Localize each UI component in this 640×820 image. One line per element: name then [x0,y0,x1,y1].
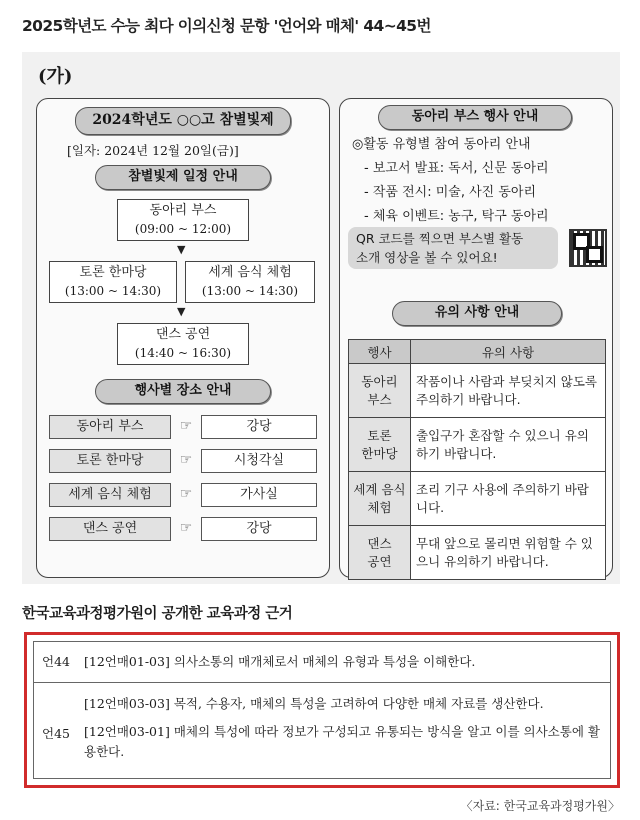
curriculum-box [24,632,620,788]
schedule-dance [117,323,249,365]
place-location: 가사실 [201,483,317,507]
table-row [349,418,606,472]
source-credit: 〈자료: 한국교육과정평가원〉 [460,799,620,813]
notes-event-line: 토론 [367,427,392,443]
curriculum-heading: 한국교육과정평가원이 공개한 교육과정 근거 [22,606,293,622]
qr-notice [348,227,558,269]
schedule-world-food-time: (13:00 ~ 14:30) [201,284,299,298]
club-activity-subtitle: ◎활동 유형별 참여 동아리 안내 [352,137,531,152]
curriculum-divider [34,682,610,683]
notes-event-cell [349,418,411,472]
qr-notice-line1: QR 코드를 찍으면 부스별 활동 [356,231,524,246]
place-row [49,449,319,473]
section-label: (가) [38,66,73,87]
arrow-down-icon: ▼ [177,305,186,318]
club-booth-title: 동아리 부스 행사 안내 [378,105,572,130]
schedule-debate-name: 토론 한마당 [79,265,147,280]
schedule-world-food [185,261,315,303]
schedule-world-food-name: 세계 음식 체험 [208,265,292,280]
qr-code-icon [569,229,607,267]
notes-event-line: 댄스 [367,535,392,551]
schedule-dance-time: (14:40 ~ 16:30) [134,346,232,360]
table-row [349,472,606,526]
curriculum-standard: [12언매03-03] 목적, 수용자, 매체의 특성을 고려하여 다양한 매체 자료를 생산한다. [84,696,544,711]
notes-event-cell [349,472,411,526]
exam-question-image [22,52,620,584]
table-row [349,364,606,418]
pointing-hand-icon: ☞ [179,418,193,434]
festival-title: 2024학년도 ○○고 참별빛제 [75,107,291,135]
schedule-dance-name: 댄스 공연 [155,327,211,342]
notes-header-event: 행사 [349,340,411,364]
place-row [49,517,319,541]
place-location: 강당 [201,415,317,439]
table-row [349,526,606,580]
curriculum-table [33,641,611,779]
schedule-debate [49,261,177,303]
pointing-hand-icon: ☞ [179,452,193,468]
places-heading: 행사별 장소 안내 [95,379,271,404]
notes-table [348,339,606,580]
curriculum-code: 언44 [42,654,70,669]
notes-event-line: 동아리 [361,373,398,389]
notes-header-note: 유의 사항 [411,340,606,364]
place-row [49,415,319,439]
notes-text-cell: 무대 앞으로 몰리면 위험할 수 있으니 유의하기 바랍니다. [411,526,606,580]
notes-event-line: 세계 음식 [353,481,406,497]
place-location: 강당 [201,517,317,541]
place-event: 세계 음식 체험 [49,483,171,507]
club-booth-panel [339,98,613,578]
club-activity-item: - 체육 이벤트: 농구, 탁구 동아리 [364,209,549,224]
schedule-heading: 참별빛제 일정 안내 [95,165,271,190]
notes-event-cell [349,526,411,580]
notes-text-cell: 조리 기구 사용에 주의하기 바랍니다. [411,472,606,526]
notes-table-header [349,340,606,364]
notes-text-cell: 작품이나 사람과 부딪치지 않도록 주의하기 바랍니다. [411,364,606,418]
pointing-hand-icon: ☞ [179,486,193,502]
club-activity-item: - 작품 전시: 미술, 사진 동아리 [364,185,537,200]
notes-heading: 유의 사항 안내 [392,301,562,326]
curriculum-code: 언45 [42,726,70,741]
place-event: 댄스 공연 [49,517,171,541]
notes-event-cell [349,364,411,418]
place-row [49,483,319,507]
schedule-club-booth [117,199,249,241]
place-event: 동아리 부스 [49,415,171,439]
schedule-debate-time: (13:00 ~ 14:30) [64,284,162,298]
pointing-hand-icon: ☞ [179,520,193,536]
curriculum-standard: [12언매03-01] 매체의 특성에 따라 정보가 구성되고 유통되는 방식을 알고 이를 의사소통에 활용한다. [84,724,600,759]
notes-event-line: 공연 [367,553,392,569]
festival-date: [일자: 2024년 12월 20일(금)] [67,143,239,158]
curriculum-standard: [12언매01-03] 의사소통의 매개체로서 매체의 유형과 특성을 이해한다. [84,654,476,669]
notes-event-line: 한마당 [361,445,398,461]
club-activity-item: - 보고서 발표: 독서, 신문 동아리 [364,161,549,176]
notes-event-line: 부스 [367,391,392,407]
place-event: 토론 한마당 [49,449,171,473]
notes-event-line: 체험 [367,499,392,515]
schedule-club-booth-time: (09:00 ~ 12:00) [134,222,232,236]
schedule-club-booth-name: 동아리 부스 [149,203,217,218]
festival-schedule-panel [36,98,330,578]
place-location: 시청각실 [201,449,317,473]
article-headline: 2025학년도 수능 최다 이의신청 문항 '언어와 매체' 44~45번 [22,17,431,35]
arrow-down-icon: ▼ [177,243,186,256]
qr-notice-line2: 소개 영상을 볼 수 있어요! [356,250,498,265]
notes-text-cell: 출입구가 혼잡할 수 있으니 유의하기 바랍니다. [411,418,606,472]
